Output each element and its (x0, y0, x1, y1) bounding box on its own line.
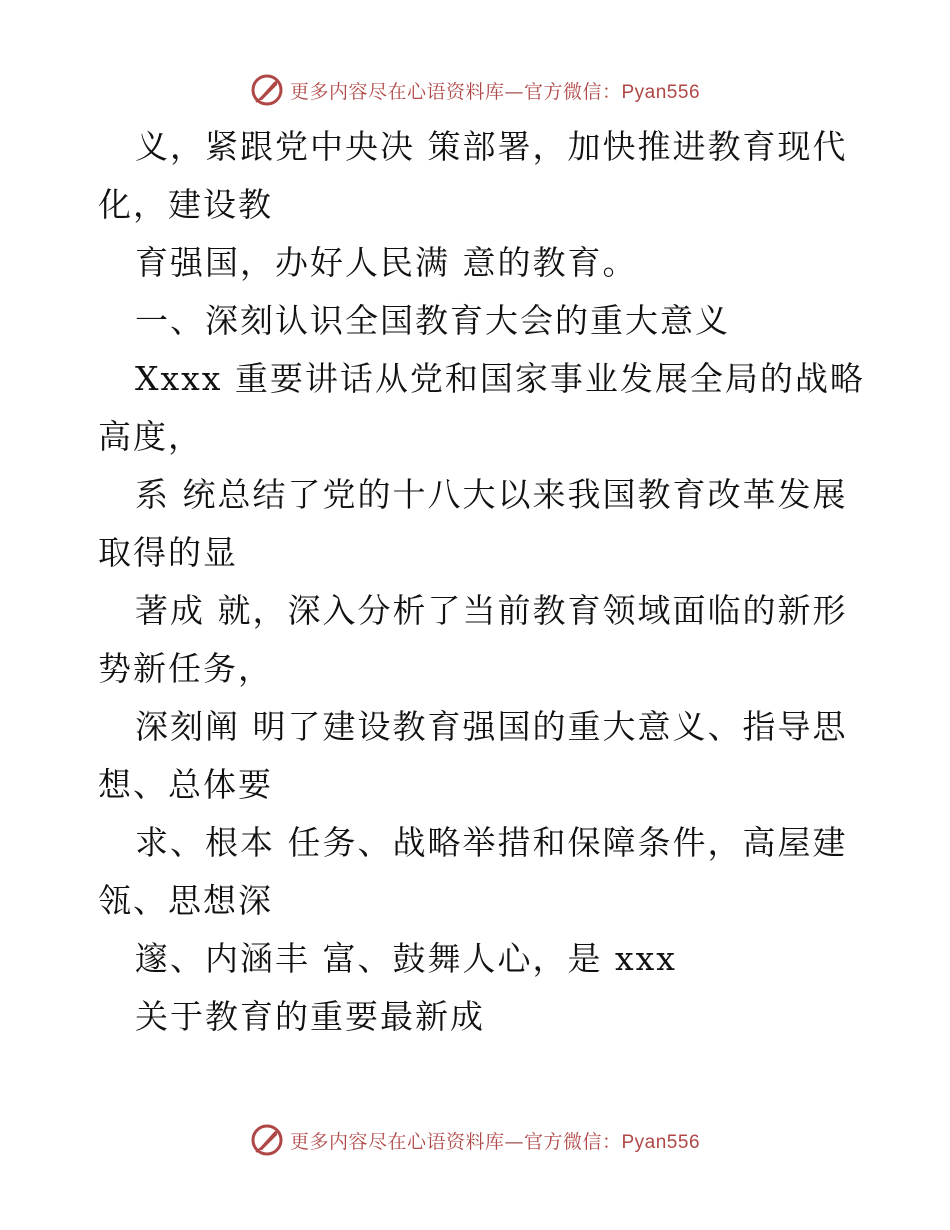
body-line: Xxxx 重要讲话从党和国家事业发展全局的战略 (135, 359, 865, 398)
footer-site-name: 更多内容尽在心语资料库 (289, 1130, 505, 1153)
footer-banner (0, 1120, 950, 1160)
section-heading: 一、深刻认识全国教育大会的重大意义 (135, 301, 730, 340)
header-wechat-id: Pyan556 (621, 81, 701, 103)
document-body (98, 118, 865, 1046)
header-text (290, 77, 700, 104)
header-site-name: 更多内容尽在心语资料库 (289, 80, 505, 103)
body-line: 高度， (98, 417, 203, 456)
body-line: 想、总体要 (98, 765, 273, 804)
body-line: 邃、内涵丰 富、鼓舞人心，是 xxx (135, 939, 677, 978)
body-line: 势新任务， (98, 649, 273, 688)
body-line: 化，建设教 (98, 185, 273, 224)
footer-separator: — (504, 1130, 524, 1153)
body-line: 关于教育的重要最新成 (135, 997, 485, 1036)
footer-text (290, 1127, 700, 1154)
body-line: 义，紧跟党中央决 策部署，加快推进教育现代 (135, 127, 848, 166)
body-line: 育强国，办好人民满 意的教育。 (135, 243, 638, 282)
header-banner (0, 70, 950, 110)
footer-wechat-label: 官方微信： (523, 1130, 622, 1153)
body-line: 深刻阐 明了建设教育强国的重大意义、指导思 (135, 707, 848, 746)
body-line: 求、根本 任务、战略举措和保障条件，高屋建 (135, 823, 848, 862)
body-line: 系 统总结了党的十八大以来我国教育改革发展 (135, 475, 848, 514)
quill-pen-circle-icon (250, 1123, 284, 1157)
body-line: 瓴、思想深 (98, 881, 273, 920)
quill-pen-circle-icon (250, 73, 284, 107)
header-separator: — (504, 80, 524, 103)
footer-wechat-id: Pyan556 (621, 1131, 701, 1153)
body-line: 著成 就，深入分析了当前教育领域面临的新形 (135, 591, 848, 630)
body-line: 取得的显 (98, 533, 238, 572)
header-wechat-label: 官方微信： (523, 80, 622, 103)
